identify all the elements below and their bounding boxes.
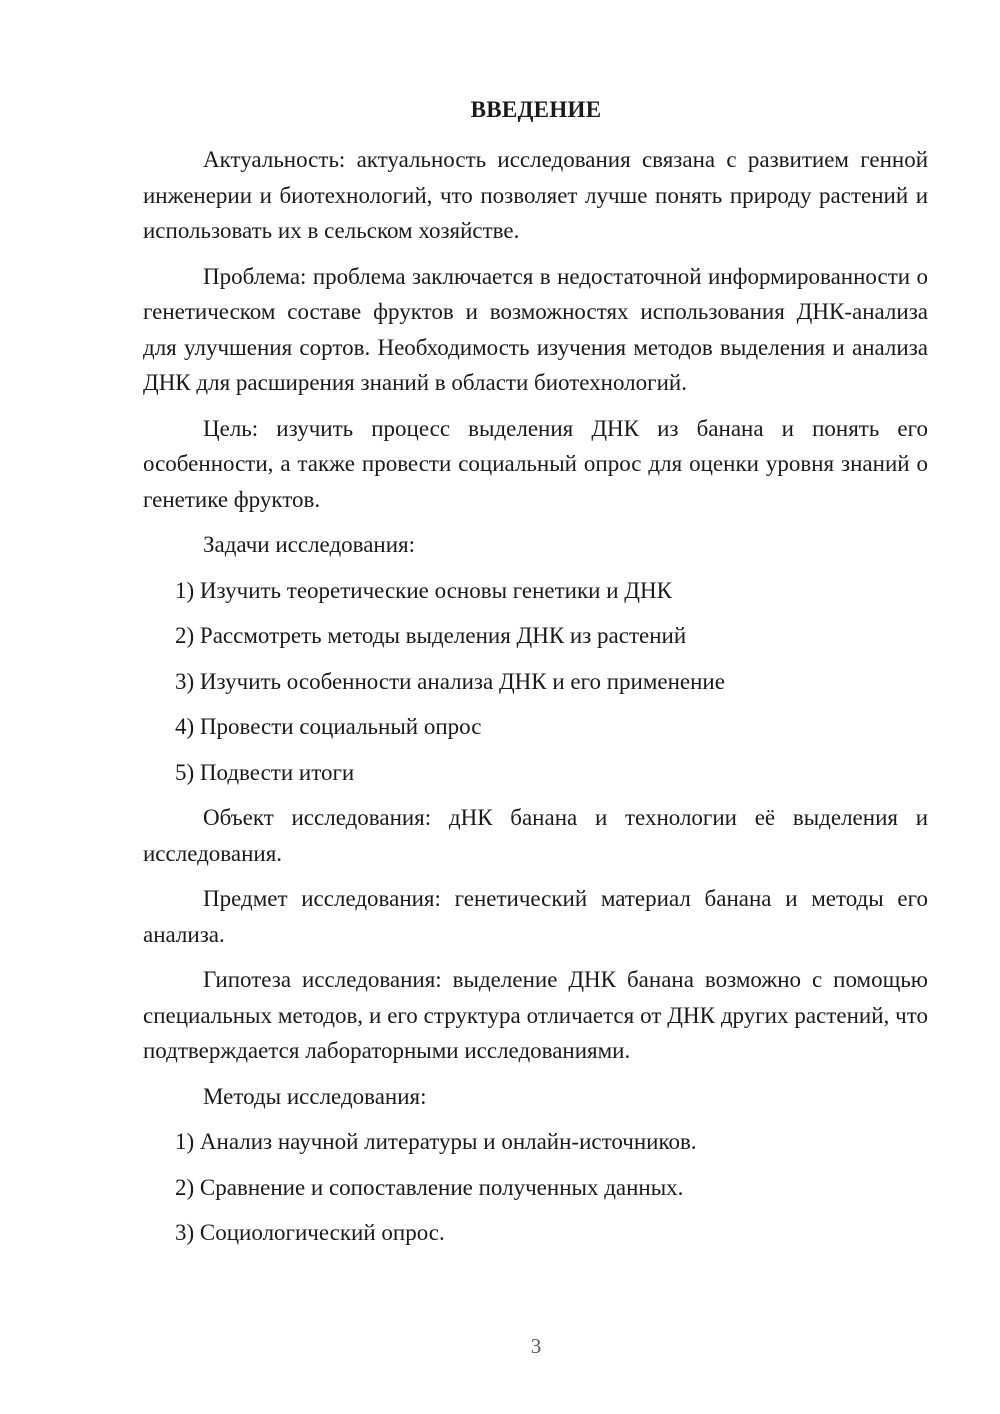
- methods-list: [143, 1124, 928, 1251]
- task-item: 2) Рассмотреть методы выделения ДНК из растений: [175, 623, 687, 648]
- method-item: 1) Анализ научной литературы и онлайн-источников.: [175, 1129, 697, 1154]
- task-item: 1) Изучить теоретические основы генетики и ДНК: [175, 577, 672, 603]
- tasks-heading: Задачи исследования:: [203, 532, 416, 557]
- paragraph-goal: Цель: изучить процесс выделения ДНК из банана и понять его особенности, а также провести социальный опрос для оценки уровня знаний о генетике фруктов.: [143, 415, 928, 512]
- paragraph-subject: Предмет исследования: генетический материал банана и методы его анализа.: [143, 886, 928, 947]
- paragraph-object: Объект исследования: дНК банана и технологии её выделения и исследования.: [143, 805, 928, 866]
- page-number: 3: [530, 1334, 542, 1358]
- task-item: 4) Провести социальный опрос: [175, 714, 482, 739]
- task-item: 3) Изучить особенности анализа ДНК и его применение: [175, 668, 725, 694]
- method-item: 3) Социологический опрос.: [175, 1220, 445, 1245]
- page-title: ВВЕДЕНИЕ: [470, 97, 602, 122]
- task-item: 5) Подвести итоги: [175, 759, 355, 785]
- tasks-list: [143, 573, 928, 791]
- paragraph-problem: Проблема: проблема заключается в недостаточной информированности о генетическом составе фруктов и возможностях использования ДНК-анализа для улучшения сортов. Необходимость изучения методов выделения и анализа ДНК для расширения знаний в области биотехнологий.: [143, 263, 928, 395]
- paragraph-hypothesis: Гипотеза исследования: выделение ДНК банана возможно с помощью специальных методов, и его структура отличается от ДНК других растений, что подтверждается лабораторными исследованиями.: [143, 967, 928, 1063]
- paragraph-relevance: Актуальность: актуальность исследования связана с развитием генной инженерии и биотехнологий, что позволяет лучше понять природу растений и использовать их в сельском хозяйстве.: [143, 147, 928, 243]
- methods-heading: Методы исследования:: [203, 1083, 427, 1109]
- method-item: 2) Сравнение и сопоставление полученных данных.: [175, 1174, 684, 1200]
- document-body: [143, 142, 928, 1261]
